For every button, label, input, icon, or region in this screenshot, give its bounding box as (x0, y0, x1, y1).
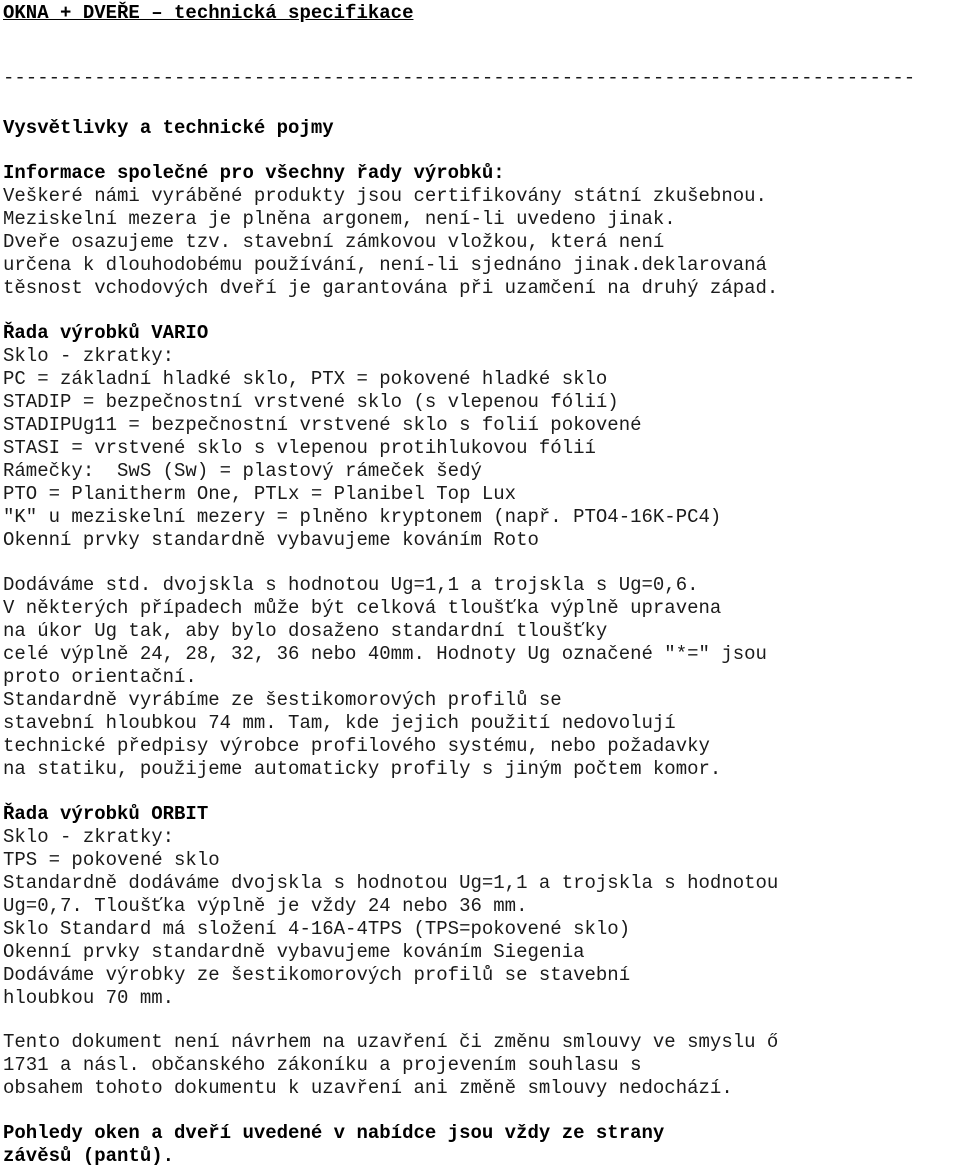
footer-note-line: Pohledy oken a dveří uvedené v nabídce jsou vždy ze strany (3, 1122, 665, 1144)
vario-line: "K" u meziskelní mezery = plněno kryptonem (např. PTO4-16K-PC4) (3, 506, 722, 528)
vario-detail-line: Standardně vyrábíme ze šestikomorových profilů se (3, 689, 562, 711)
vario-detail-line: technické předpisy výrobce profilového systému, nebo požadavky (3, 735, 710, 757)
footer-note-line: závěsů (pantů). (3, 1145, 175, 1167)
vario-line: Sklo - zkratky: (3, 345, 175, 367)
orbit-line: Okenní prvky standardně vybavujeme kováním Siegenia (3, 941, 585, 963)
vario-line: PC = základní hladké sklo, PTX = pokovené hladké sklo (3, 368, 608, 390)
orbit-line: Ug=0,7. Tloušťka výplně je vždy 24 nebo 36 mm. (3, 895, 528, 917)
orbit-line: Dodáváme výrobky ze šestikomorových profilů se stavební (3, 964, 631, 986)
orbit-heading: Řada výrobků ORBIT (3, 803, 209, 825)
vario-detail-line: celé výplně 24, 28, 32, 36 nebo 40mm. Hodnoty Ug označené "*=" jsou (3, 643, 767, 665)
common-info-line: těsnost vchodových dveří je garantována při uzamčení na druhý západ. (3, 277, 779, 299)
document-title: OKNA + DVEŘE – technická specifikace (3, 2, 414, 24)
orbit-line: Sklo - zkratky: (3, 826, 175, 848)
orbit-line: Sklo Standard má složení 4-16A-4TPS (TPS=pokovené sklo) (3, 918, 631, 940)
vario-detail-line: V některých případech může být celková tloušťka výplně upravena (3, 597, 722, 619)
common-info-line: Veškeré námi vyráběné produkty jsou certifikovány státní zkušebnou. (3, 185, 767, 207)
vario-line: Rámečky: SwS (Sw) = plastový rámeček šedý (3, 460, 482, 482)
vario-line: STASI = vrstvené sklo s vlepenou protihlukovou fólií (3, 437, 596, 459)
orbit-line: TPS = pokovené sklo (3, 849, 220, 871)
vario-line: STADIPUg11 = bezpečnostní vrstvené sklo s folií pokovené (3, 414, 642, 436)
vario-line: STADIP = bezpečnostní vrstvené sklo (s vlepenou fólií) (3, 391, 619, 413)
common-info-line: Meziskelní mezera je plněna argonem, není-li uvedeno jinak. (3, 208, 676, 230)
vario-detail-line: na statiku, použijeme automaticky profily s jiným počtem komor. (3, 758, 722, 780)
vario-detail-line: stavební hloubkou 74 mm. Tam, kde jejich použití nedovolují (3, 712, 676, 734)
vario-detail-line: proto orientační. (3, 666, 197, 688)
glossary-heading: Vysvětlivky a technické pojmy (3, 117, 334, 139)
common-info-line: určena k dlouhodobému používání, není-li sjednáno jinak.deklarovaná (3, 254, 767, 276)
common-info-heading: Informace společné pro všechny řady výrobků: (3, 162, 505, 184)
common-info-line: Dveře osazujeme tzv. stavební zámkovou vložkou, která není (3, 231, 665, 253)
legal-notice-line: obsahem tohoto dokumentu k uzavření ani změně smlouvy nedochází. (3, 1077, 733, 1099)
vario-detail-line: na úkor Ug tak, aby bylo dosaženo standardní tloušťky (3, 620, 608, 642)
vario-detail-line: Dodáváme std. dvojskla s hodnotou Ug=1,1 a trojskla s Ug=0,6. (3, 574, 699, 596)
legal-notice-line: 1731 a násl. občanského zákoníku a projevením souhlasu s (3, 1054, 642, 1076)
orbit-line: Standardně dodáváme dvojskla s hodnotou Ug=1,1 a trojskla s hodnotou (3, 872, 779, 894)
vario-heading: Řada výrobků VARIO (3, 322, 209, 344)
vario-line: PTO = Planitherm One, PTLx = Planibel Top Lux (3, 483, 517, 505)
orbit-line: hloubkou 70 mm. (3, 987, 175, 1009)
vario-line: Okenní prvky standardně vybavujeme kováním Roto (3, 529, 539, 551)
legal-notice-line: Tento dokument není návrhem na uzavření či změnu smlouvy ve smyslu ő (3, 1031, 779, 1053)
divider-rule: -------------------------------------------------------------------------------- (3, 67, 916, 89)
